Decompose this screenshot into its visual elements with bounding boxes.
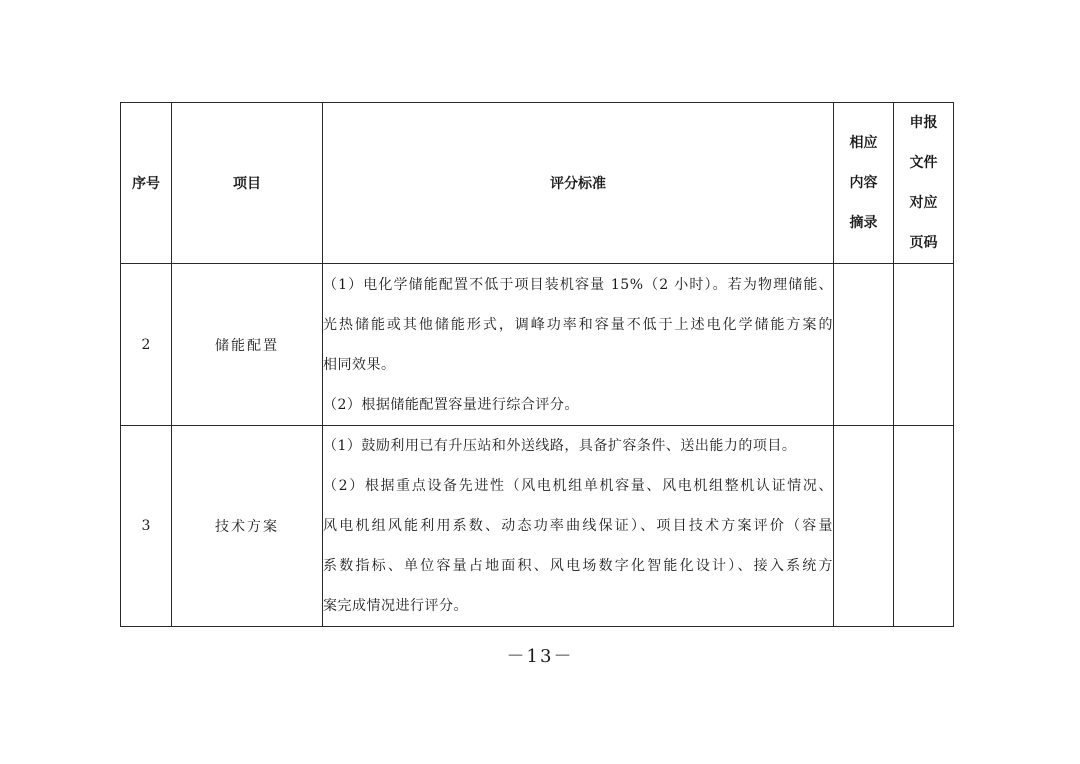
page-number: －13－: [506, 646, 574, 667]
header-row: [121, 103, 954, 264]
scoring-table: [120, 102, 954, 627]
criteria-line: 案完成情况进行评分。: [323, 598, 468, 614]
row-item: 技术方案: [172, 426, 323, 627]
header-page-ref-line: 文件: [909, 155, 938, 171]
header-summary-line: 相应: [849, 135, 878, 151]
header-summary: [834, 103, 894, 264]
header-summary-line: 内容: [849, 175, 878, 191]
header-page-ref-line: 页码: [909, 235, 938, 251]
criteria-line: 系数指标、单位容量占地面积、风电场数字化智能化设计）、接入系统方: [323, 558, 833, 574]
header-page-ref: [894, 103, 954, 264]
header-page-ref-line: 对应: [909, 195, 938, 211]
row-criteria: [323, 426, 834, 627]
header-page-ref-line: 申报: [909, 115, 938, 131]
table-row: [121, 426, 954, 627]
row-seq: 2: [121, 264, 172, 426]
row-seq: 3: [121, 426, 172, 627]
row-page-ref-cell: [894, 264, 954, 426]
row-summary-cell: [834, 264, 894, 426]
criteria-line: 相同效果。: [323, 356, 396, 373]
header-criteria: 评分标准: [323, 103, 834, 264]
header-seq: 序号: [121, 103, 172, 264]
row-summary-cell: [834, 426, 894, 627]
row-item: 储能配置: [172, 264, 323, 426]
criteria-line: （2）根据重点设备先进性（风电机组单机容量、风电机组整机认证情况、: [323, 478, 833, 494]
table-row: [121, 264, 954, 426]
criteria-line: 光热储能或其他储能形式，调峰功率和容量不低于上述电化学储能方案的: [323, 316, 833, 333]
row-page-ref-cell: [894, 426, 954, 627]
criteria-line: （2）根据储能配置容量进行综合评分。: [323, 396, 579, 413]
row-criteria: [323, 264, 834, 426]
header-summary-line: 摘录: [849, 215, 878, 231]
criteria-line: （1）电化学储能配置不低于项目装机容量 15%（2 小时）。若为物理储能、: [323, 276, 833, 293]
header-item: 项目: [172, 103, 323, 264]
criteria-line: （1）鼓励利用已有升压站和外送线路，具备扩容条件、送出能力的项目。: [323, 438, 797, 454]
criteria-line: 风电机组风能利用系数、动态功率曲线保证）、项目技术方案评价（容量: [323, 518, 833, 534]
